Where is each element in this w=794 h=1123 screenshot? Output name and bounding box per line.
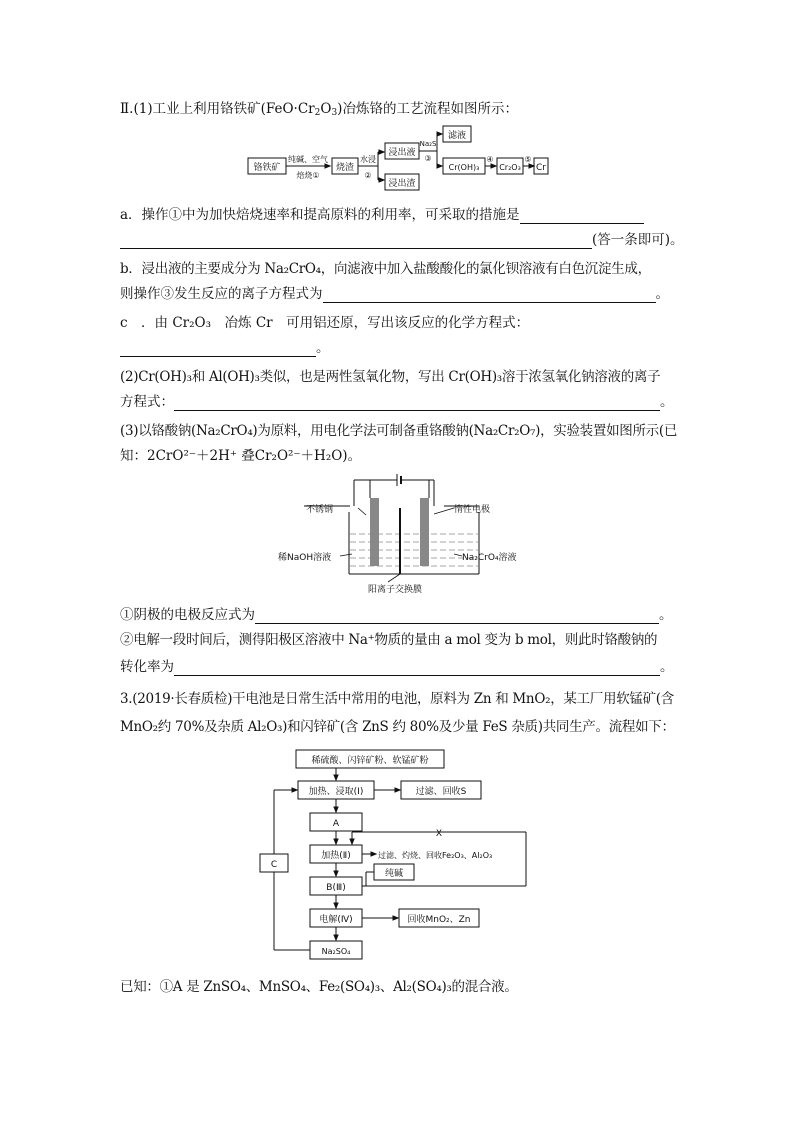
output-recover-mno2-zn: 回收MnO₂、Zn	[407, 915, 471, 925]
question-a-note: (答一条即可)。	[592, 232, 684, 248]
question-3i-text: ①阴极的电极反应式为	[120, 607, 255, 623]
question-b-line2	[120, 285, 676, 303]
answer-blank-a-cont[interactable]	[120, 234, 592, 249]
question-2-line2	[120, 393, 676, 411]
node-leach-residue: 浸出渣	[388, 179, 416, 189]
problem-3-line2: MnO₂约 70%及杂质 Al₂O₃)和闪锌矿(含 ZnS 约 80%及少量 FeS 杂质)共同生产。流程如下：	[120, 719, 675, 735]
node-cr2o3: Cr₂O₃	[499, 163, 521, 172]
op4-step-label: ④	[486, 155, 494, 164]
label-na2cro4-solution: Na₂CrO₄溶液	[462, 553, 517, 563]
stainless-steel-electrode	[370, 498, 379, 566]
question-b-text: 则操作③发生反应的离子方程式为	[120, 286, 323, 302]
question-a-text: a．操作①中为加快焙烧速率和提高原料的利用率，可采取的措施是	[120, 207, 520, 223]
question-2-text: 方程式：	[120, 394, 174, 410]
label-naoh-solution: 稀NaOH溶液	[278, 553, 332, 563]
zinc-manganese-process-flow	[256, 748, 546, 962]
answer-blank-2[interactable]	[174, 396, 660, 411]
op5-step-label: ⑤	[524, 155, 532, 164]
answer-blank-3i[interactable]	[255, 609, 659, 624]
op3-reagent-label: Na₂S	[419, 140, 437, 148]
node-cr-hydroxide: Cr(OH)₃	[448, 163, 480, 172]
question-a-line1	[120, 206, 676, 224]
flow-top-reagents: 稀硫酸、闪锌矿粉、软锰矿粉	[311, 756, 429, 766]
op2-step-label: ②	[364, 171, 372, 180]
node-a: A	[332, 819, 340, 829]
node-b: B(Ⅲ)	[326, 883, 346, 893]
answer-blank-c[interactable]	[120, 342, 316, 357]
node-roasted-residue: 烧渣	[335, 163, 355, 173]
op2-reagent-label: 水浸	[360, 155, 376, 164]
step-electrolysis: 电解(Ⅳ)	[319, 915, 353, 925]
op1-step-label: 焙烧①	[296, 171, 320, 180]
label-membrane: 阳离子交换膜	[368, 585, 423, 595]
node-filtrate: 滤液	[447, 131, 467, 141]
node-soda-ash: 纯碱	[384, 869, 404, 879]
step-heat-ii: 加热(Ⅱ)	[321, 851, 351, 861]
op3-step-label: ③	[424, 154, 432, 163]
label-inert-electrode: 惰性电极	[454, 505, 491, 515]
question-3-line2: 知：2CrO²⁻＋2H⁺ 叠Cr₂O²⁻＋H₂O)。	[120, 448, 362, 464]
intro-text-mid: O	[320, 101, 332, 117]
question-3-line1: (3)以铬酸钠(Na₂CrO₄)为原料，用电化学法可制备重铬酸钠(Na₂Cr₂O₇)，实验装置如图所示(已	[120, 423, 678, 439]
problem-3-line1: 3.(2019·长春质检)干电池是日常生活中常用的电池，原料为 Zn 和 MnO₂，某工厂用软锰矿(含	[120, 691, 674, 707]
output-recover-oxides: 过滤、灼烧、回收Fe₂O₃、Al₂O₃	[378, 851, 493, 860]
question-2-line1: (2)Cr(OH)₃和 Al(OH)₃类似，也是两性氢氧化物，写出 Cr(OH)₃溶于浓氢氧化钠溶液的离子	[120, 369, 661, 385]
output-recover-s: 过滤、回收S	[415, 787, 467, 797]
step-heat-leach: 加热、浸取(Ⅰ)	[308, 787, 364, 797]
chromite-process-flow	[244, 124, 554, 194]
op1-reagent-label: 纯碱、空气	[288, 155, 328, 164]
question-3i-period: 。	[659, 607, 673, 623]
question-3ii-line1: ②电解一段时间后，测得阳极区溶液中 Na⁺物质的量由 a mol 变为 b mol，则此时铬酸钠的	[120, 632, 658, 648]
answer-blank-3ii[interactable]	[174, 661, 660, 676]
node-cr: Cr	[536, 163, 546, 173]
node-c: C	[270, 860, 278, 870]
answer-blank-b[interactable]	[323, 288, 656, 303]
question-a-line2	[120, 231, 684, 249]
question-c-period: 。	[316, 340, 330, 356]
intro-text-end: )冶炼铬的工艺流程如图所示：	[337, 101, 518, 117]
intro-text: Ⅱ.(1)工业上利用铬铁矿(FeO·Cr	[120, 101, 315, 117]
known-condition-line: 已知：①A 是 ZnSO₄、MnSO₄、Fe₂(SO₄)₃、Al₂(SO₄)₃的混合液。	[120, 979, 518, 995]
question-b-period: 。	[655, 286, 669, 302]
inert-electrode	[420, 498, 429, 566]
question-3ii-text: 转化率为	[120, 659, 174, 675]
intro-line: Ⅱ.(1)工业上利用铬铁矿$(FeO\cdot Cr_2O_3)$冶炼铬的工艺流程如图所示：	[120, 101, 518, 118]
electrolysis-apparatus	[278, 470, 524, 598]
label-stainless-steel: 不锈钢	[306, 505, 334, 515]
question-3i-line	[120, 606, 676, 624]
question-c-line1: c ．由 Cr₂O₃ 冶炼 Cr 可用铝还原，写出该反应的化学方程式：	[120, 315, 530, 331]
question-2-period: 。	[660, 394, 674, 410]
node-leachate: 浸出液	[388, 148, 416, 158]
question-b-line1: b．浸出液的主要成分为 Na₂CrO₄，向滤液中加入盐酸酸化的氯化钡溶液有白色沉淀生成，	[120, 261, 651, 277]
label-x: X	[435, 829, 443, 839]
question-3ii-period: 。	[660, 659, 674, 675]
question-3ii-line2	[120, 658, 676, 676]
node-na2so4: Na₂SO₄	[321, 947, 351, 956]
answer-blank-a[interactable]	[520, 209, 644, 224]
node-chromite: 铬铁矿	[253, 163, 281, 173]
question-c-line2	[120, 339, 676, 357]
